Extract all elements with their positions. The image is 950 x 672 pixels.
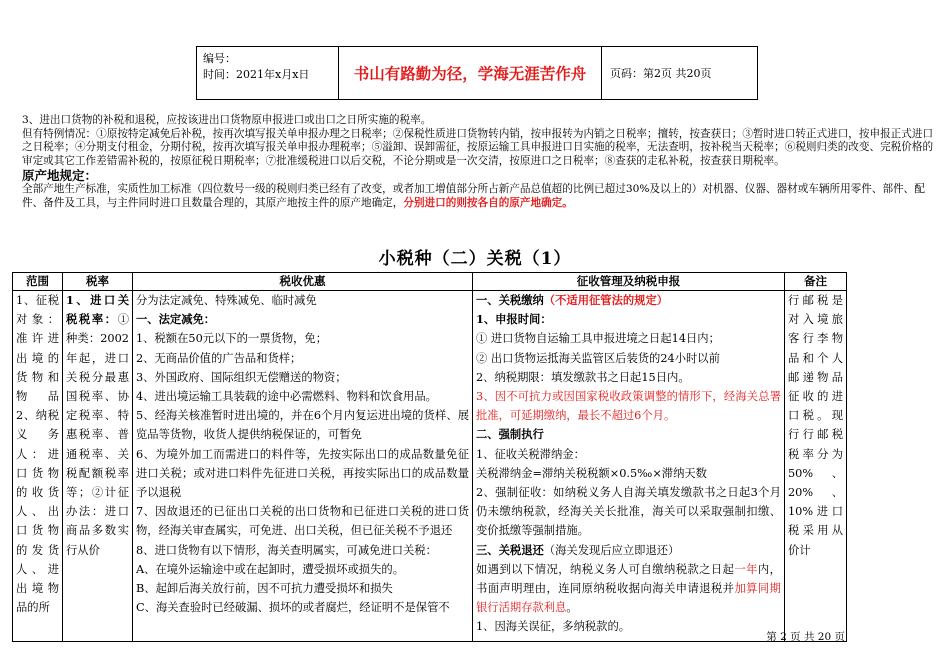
mgmt-line: ① 进口货物自运输工具申报进境之日起14日内；: [476, 332, 720, 346]
pref-line: 6、为境外加工而需进口的料件等，先按实际出口的成品数量免征进口关税；或对进口料件先征进口关税，再按实际出口的成品数量予以退税: [136, 447, 469, 500]
mgmt-heading-text: 一、关税缴纳: [476, 293, 544, 307]
table-row: [13, 291, 847, 642]
intro-text: [22, 114, 942, 211]
note-text: 行邮税是对入境旅客行李物品和个人邮递物品征收的进口税。现行行邮税税率分为50%、20%、10%进口税采用从价计: [788, 294, 843, 557]
pref-line: B、起卸后海关放行前，因不可抗力遭受损坏和损失: [136, 582, 393, 596]
header-meta: [197, 47, 339, 99]
origin-red-text: 分别进口的则按各自的原产地确定。: [403, 196, 573, 209]
mgmt-heading-3: [476, 541, 781, 560]
col-header-preference: 税收优惠: [133, 273, 473, 291]
pref-line: C、海关查验时已经破漏、损坏的或者腐烂，经证明不是保管不: [136, 601, 450, 615]
mgmt-line: 2、纳税期限：填发缴款书之日起15日内。: [476, 370, 690, 384]
preference-content: [136, 291, 469, 641]
intro-para2: 但有特例情况：①原按特定减免后补税，按再次填写报关单申报办理之日税率；②保税性质进口货物转内销，按申报转为内销之日税率；擅转，按查获日；③暂时进口转正式进口，按申报正式进口之日税率；④分期支付租金，分期付税，按再次填写报关单申报办理税率；⑤溢卸、误卸需征，按原运输工具申报进口日实施的税率，无法查明，按补税当天税率；⑥税则归类的改变、完税价格的审定或其它工作差错需补税的，按原征税日期税率；⑦批准缓税进口以后交税，不论分期或是一次交清，按原进口之日税率；⑧查获的走私补税，按查获日期税率。: [22, 127, 934, 167]
rate-cell: [63, 291, 133, 642]
scope-text: 1、征税对象：准许进出境的货物和物品 2、纳税义务人：进口货物的收货人、出口货物的发货人、进出境物品的所: [16, 294, 59, 615]
pref-line: 4、进出境运输工具装载的途中必需燃料、物料和饮食用品。: [136, 390, 437, 404]
mgmt-line: 2、强制征收：如纳税义务人自海关填发缴款书之日起3个月仍未缴纳税款，经海关关长批准，海关可以采取强制扣缴、变价抵缴等强制措施。: [476, 486, 781, 538]
mgmt-heading-note: （海关发现后应立即退还）: [543, 543, 680, 557]
pref-line: 1、税额在50元以下的一票货物，免；: [136, 332, 328, 346]
number-label: 编号：: [203, 52, 236, 65]
pref-line: 5、经海关核准暂时进出境的，并在6个月内复运进出境的货样、展览品等货物，收货人提供纳税保证的，可暂免: [136, 409, 469, 442]
mgmt-subheading: 1、申报时间：: [476, 312, 552, 327]
pref-heading: 一、法定减免：: [136, 312, 216, 327]
mgmt-red-text: 一年: [734, 562, 758, 576]
page-footer: 第 2 页 共 20 页: [766, 631, 845, 643]
mgmt-line: 关税滞纳金=滞纳关税税额×0.5‰×滞纳天数: [476, 466, 707, 480]
management-cell: [473, 291, 785, 642]
col-header-note: 备注: [785, 273, 847, 291]
pref-line: 3、外国政府、国际组织无偿赠送的物资；: [136, 370, 347, 384]
section-title: 小税种（二）关税（1）: [378, 249, 572, 269]
mgmt-text: 。: [566, 601, 578, 615]
mgmt-line: 1、征收关税滞纳金：: [476, 447, 585, 461]
pref-line: 7、因故退还的已征出口关税的出口货物和已征进口关税的进口货物，经海关审查属实，可免进、出口关税，但已征关税不予退还: [136, 505, 469, 538]
mgmt-heading-2: 二、强制执行: [476, 427, 544, 442]
origin-paragraph: [22, 183, 942, 210]
mgmt-refund-text: [476, 560, 781, 618]
mgmt-heading-1: [476, 291, 781, 310]
mgmt-text: 如遇到以下情况，纳税义务人可自缴纳税款之日起: [476, 562, 735, 576]
page-label: 页码：第2页 共20页: [610, 67, 712, 80]
rate-title: 1、进口关税税率：: [66, 293, 129, 327]
note-cell: [785, 291, 847, 642]
pref-line: A、在境外运输途中或在起卸时，遭受损坏或损失的。: [136, 562, 404, 576]
motto: 书山有路勤为径，学海无涯苦作舟: [339, 47, 602, 99]
col-header-scope: 范围: [13, 273, 63, 291]
origin-text: 全部产地生产标准，实质性加工标准（四位数号一级的税则归类已经有了改变，或者加工增值部分所占新产品总值超的比例已超过30%及以上的）对机器、仪器、器材或车辆所用零件、部件、配件、备件及工具，与主件同时进口且数量合理的，其原产地按主件的原产地确定，: [22, 183, 925, 209]
preference-cell: [133, 291, 473, 642]
header-box: [196, 46, 758, 100]
pref-line: 2、无商品价值的广告品和货样；: [136, 351, 302, 365]
mgmt-red-text: 加算同期银行活期存款利息: [476, 582, 781, 615]
mgmt-heading-red: （不适用征管法的规定）: [543, 293, 669, 307]
table-header-row: [13, 273, 847, 291]
origin-heading: 原产地规定：: [22, 168, 98, 184]
col-header-rate: 税率: [63, 273, 133, 291]
rate-text: ①种类：2002年起，进口关税分最惠国税率、协定税率、特惠税率、普通税率、关税配额税率等；②计征办法：进口商品多数实行从价: [66, 313, 129, 557]
scope-cell: [13, 291, 63, 642]
mgmt-red-line: 3、因不可抗力或因国家税收政策调整的情形下，经海关总署批准，可延期缴纳，最长不超过6个月。: [476, 390, 781, 423]
col-header-management: 征收管理及纳税申报: [473, 273, 785, 291]
mgmt-line: 1、因海关误征，多纳税款的。: [476, 620, 631, 634]
mgmt-text: 内，书面声明理由，连同原纳税收据向海关申请退税并: [476, 562, 781, 596]
mgmt-line: ② 出口货物运抵海关监管区后装货的24小时以前: [476, 351, 720, 365]
intro-line1: 3、进出口货物的补税和退税，应按该进出口货物原申报进口或出口之日所实施的税率。: [22, 114, 432, 126]
tariff-table: [12, 272, 847, 642]
management-content: [476, 291, 781, 641]
pref-line: 8、进口货物有以下情形，海关查明属实，可减免进口关税：: [136, 543, 437, 557]
mgmt-heading-text: 三、关税退还: [476, 542, 544, 557]
time-label: 时间：2021年x月x日: [203, 68, 310, 81]
rate-content: [66, 291, 129, 641]
pref-line: 分为法定减免、特殊减免、临时减免: [136, 294, 317, 307]
